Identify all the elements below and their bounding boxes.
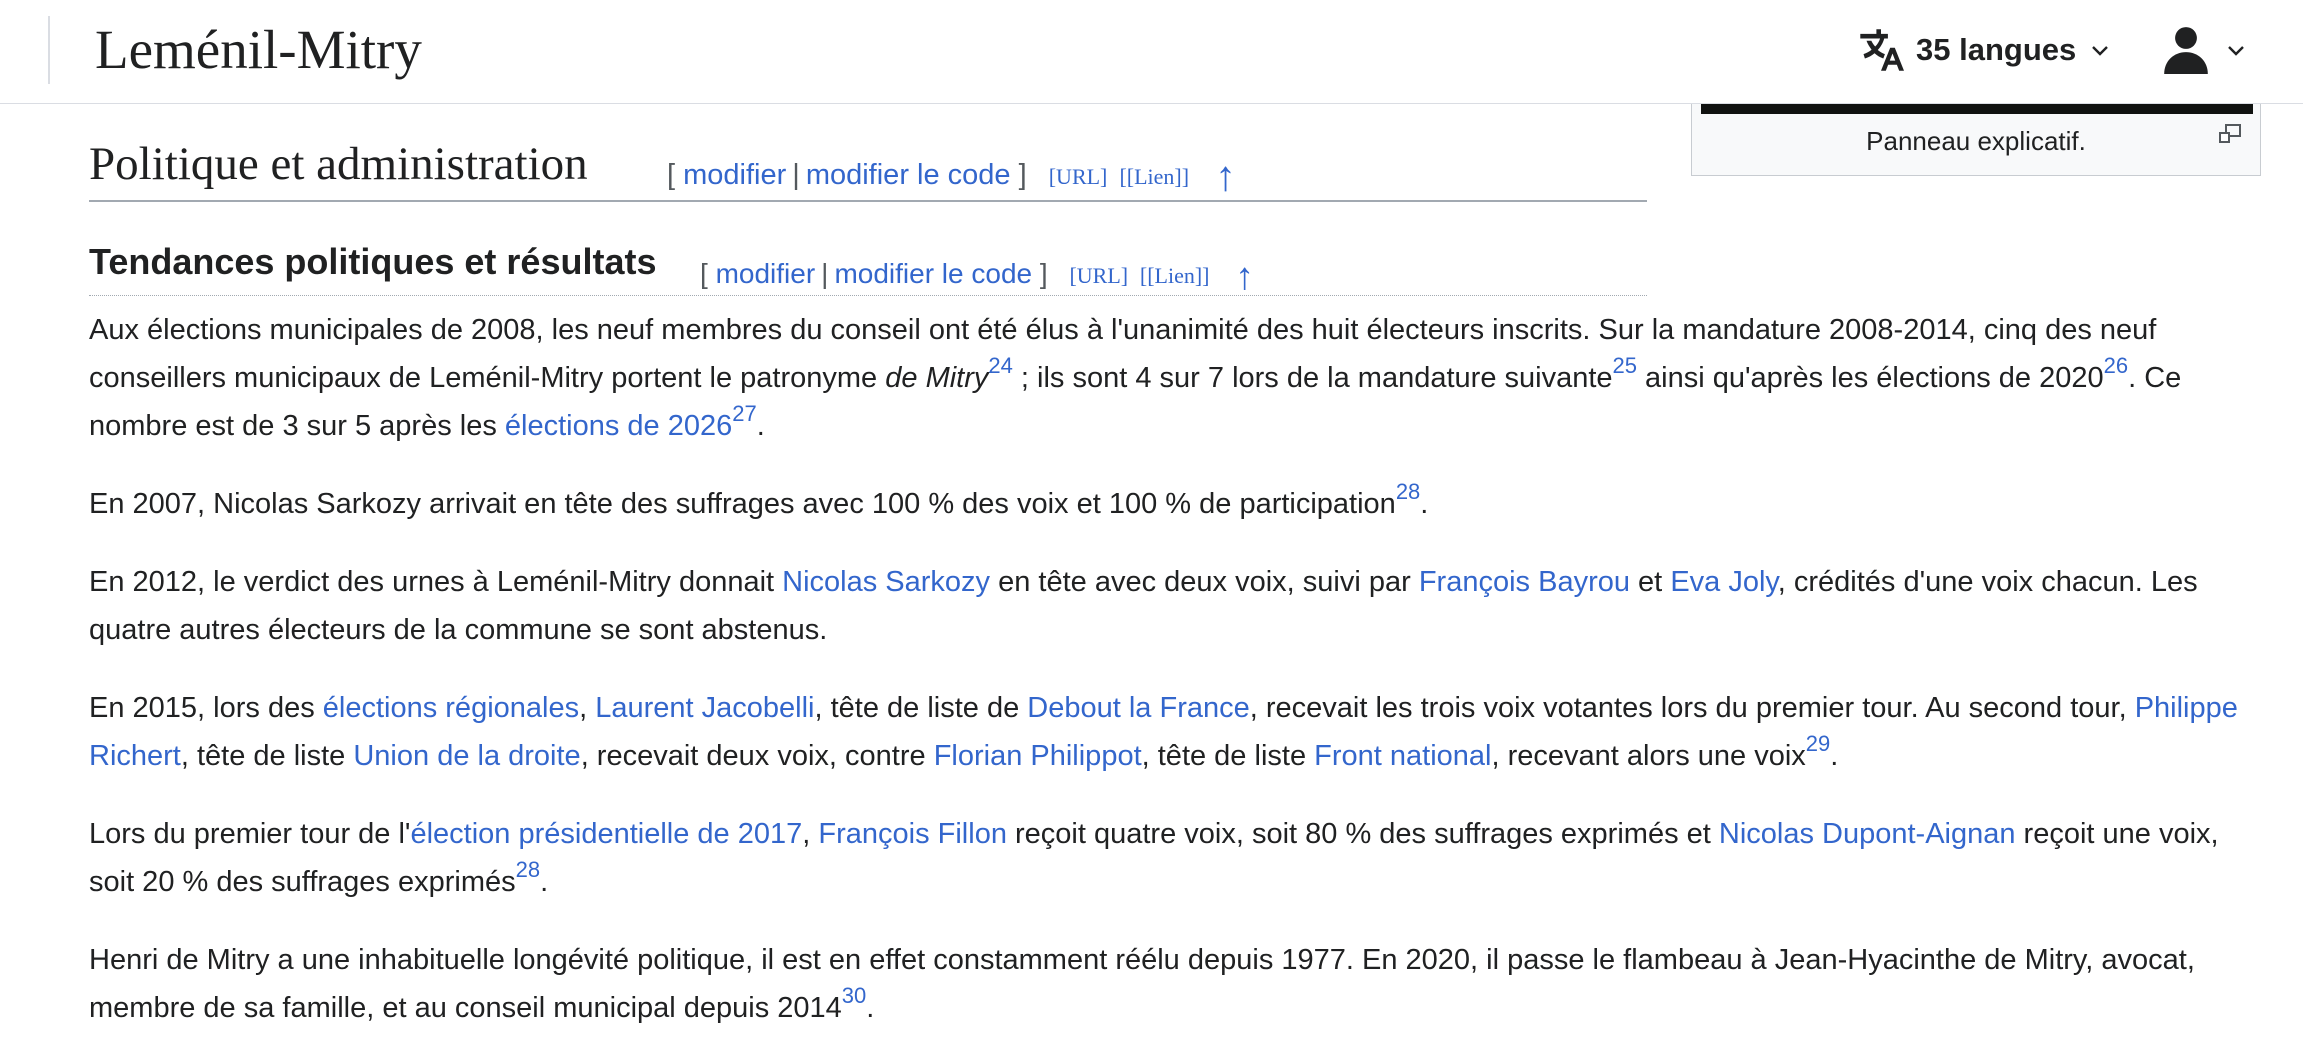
article-link[interactable]: Nicolas Sarkozy (782, 566, 991, 598)
paragraph (89, 558, 2259, 654)
subsection-title: Tendances politiques et résultats (89, 241, 657, 282)
text: ainsi qu'après les élections de 2020 (1637, 362, 2104, 394)
article-link[interactable]: François Bayrou (1418, 566, 1630, 598)
user-menu-button[interactable] (2164, 22, 2246, 78)
separator: | (821, 258, 829, 289)
image-thumbnail (1691, 104, 2261, 176)
paragraph (89, 480, 2259, 528)
text: . Ce nombre est de 3 sur 5 après les (89, 362, 2182, 442)
text: Henri de Mitry a une inhabituelle longévité politique, il est en effet constamment réélu depuis 1977. En 2020, il passe le flambeau à Jean-Hyacinthe de Mitry, avocat, membre de sa famille, et au conseil municipal depuis 2014 (89, 944, 2195, 1024)
reference-link[interactable]: 30 (841, 983, 867, 1008)
text: , recevait les trois voix votantes lors du premier tour. Au second tour, (1249, 692, 2135, 724)
thumbnail-caption: Panneau explicatif. (1866, 126, 2086, 156)
chevron-down-icon (2226, 40, 2246, 60)
reference-link[interactable]: 27 (732, 401, 757, 426)
back-to-top-arrow-icon[interactable]: ↑ (1215, 152, 1237, 199)
article-link[interactable]: élections régionales (322, 692, 580, 724)
text: , recevant alors une voix (1491, 740, 1806, 772)
language-selector-button[interactable] (1858, 22, 2110, 78)
magnify-icon[interactable] (2218, 124, 2242, 144)
reference-link[interactable]: 29 (1805, 731, 1831, 756)
chevron-down-icon (2090, 40, 2110, 60)
paragraph (89, 810, 2259, 906)
paragraph (89, 936, 2259, 1032)
text: En 2015, lors des (89, 692, 323, 724)
text: . (1420, 488, 1429, 520)
page-title: Leménil-Mitry (95, 19, 422, 80)
text: . (1830, 740, 1839, 772)
text: reçoit quatre voix, soit 80 % des suffrages exprimés et (1006, 818, 1719, 850)
article-link[interactable]: Philippe Richert (89, 692, 2238, 772)
edit-source-link[interactable]: modifier le code (834, 258, 1033, 289)
text: , recevait deux voix, contre (580, 740, 934, 772)
subsection-edit-links (700, 250, 1255, 298)
reference-link[interactable]: 25 (1612, 353, 1637, 378)
article-link[interactable]: Laurent Jacobelli (595, 692, 815, 724)
text: En 2012, le verdict des urnes à Leménil-Mitry donnait (89, 566, 783, 598)
text: . (866, 992, 875, 1024)
text: Lors du premier tour de l' (89, 818, 411, 850)
paragraph (89, 684, 2259, 780)
back-to-top-arrow-icon[interactable]: ↑ (1235, 256, 1255, 298)
text: . (756, 410, 765, 442)
open-bracket: [ (667, 159, 676, 191)
reference-link[interactable]: 28 (1395, 479, 1421, 504)
subsection-heading-tendances (89, 234, 1647, 296)
page-header (0, 0, 2303, 104)
text: . (540, 866, 549, 898)
edit-link[interactable]: modifier (683, 159, 787, 191)
article-link[interactable]: Nicolas Dupont-Aignan (1718, 818, 2016, 850)
reference-link[interactable]: 26 (2103, 353, 2129, 378)
text: , (579, 692, 596, 724)
reference-link[interactable]: 24 (988, 353, 1013, 378)
section-title: Politique et administration (89, 138, 588, 190)
article-link[interactable]: élection présidentielle de 2017 (410, 818, 803, 850)
section-heading-politique (89, 130, 1647, 202)
reference-link[interactable]: 28 (515, 857, 541, 882)
lien-link[interactable]: [[Lien]] (1119, 164, 1190, 189)
user-icon (2164, 26, 2208, 74)
article-link[interactable]: élections de 2026 (504, 410, 733, 442)
separator: | (792, 159, 800, 191)
article-content (89, 306, 2259, 1062)
url-link[interactable]: [URL] (1069, 263, 1129, 288)
text: , tête de liste de (814, 692, 1028, 724)
text: , tête de liste (180, 740, 354, 772)
article-link[interactable]: François Fillon (818, 818, 1007, 850)
article-link[interactable]: Union de la droite (353, 740, 581, 772)
article-link[interactable]: Debout la France (1027, 692, 1250, 724)
text: reçoit une voix, soit 20 % des suffrages exprimés (89, 818, 2219, 898)
text: En 2007, Nicolas Sarkozy arrivait en tête des suffrages avec 100 % des voix et 100 % de participation (89, 488, 1396, 520)
text: en tête avec deux voix, suivi par (990, 566, 1419, 598)
thumbnail-image[interactable] (1701, 104, 2253, 114)
translate-icon (1858, 27, 1904, 73)
article-link[interactable]: Front national (1314, 740, 1492, 772)
article-link[interactable]: Florian Philippot (933, 740, 1142, 772)
article-link[interactable]: Eva Joly (1670, 566, 1778, 598)
text: , (802, 818, 819, 850)
url-link[interactable]: [URL] (1048, 164, 1108, 189)
language-count-label: 35 langues (1916, 32, 2077, 67)
text: , crédités d'une voix chacun. Les quatre autres électeurs de la commune se sont abstenus. (89, 566, 2198, 646)
edit-source-link[interactable]: modifier le code (805, 159, 1011, 191)
section-edit-links (667, 146, 1237, 199)
close-bracket: ] (1018, 159, 1027, 191)
lien-link[interactable]: [[Lien]] (1139, 263, 1210, 288)
text: , tête de liste (1141, 740, 1315, 772)
paragraph (89, 306, 2259, 450)
text: Aux élections municipales de 2008, les neuf membres du conseil ont été élus à l'unanimité des huit électeurs inscrits. Sur la mandature 2008-2014, cinq des neuf conseillers municipaux de Leménil-Mitry portent le patronyme (89, 314, 2157, 394)
text: ; ils sont 4 sur 7 lors de la mandature suivante (1012, 362, 1613, 394)
edit-link[interactable]: modifier (715, 258, 816, 289)
close-bracket: ] (1039, 258, 1048, 289)
text-italic: de Mitry (885, 362, 989, 394)
text: et (1630, 566, 1671, 598)
open-bracket: [ (700, 258, 708, 289)
header-divider (48, 16, 50, 84)
